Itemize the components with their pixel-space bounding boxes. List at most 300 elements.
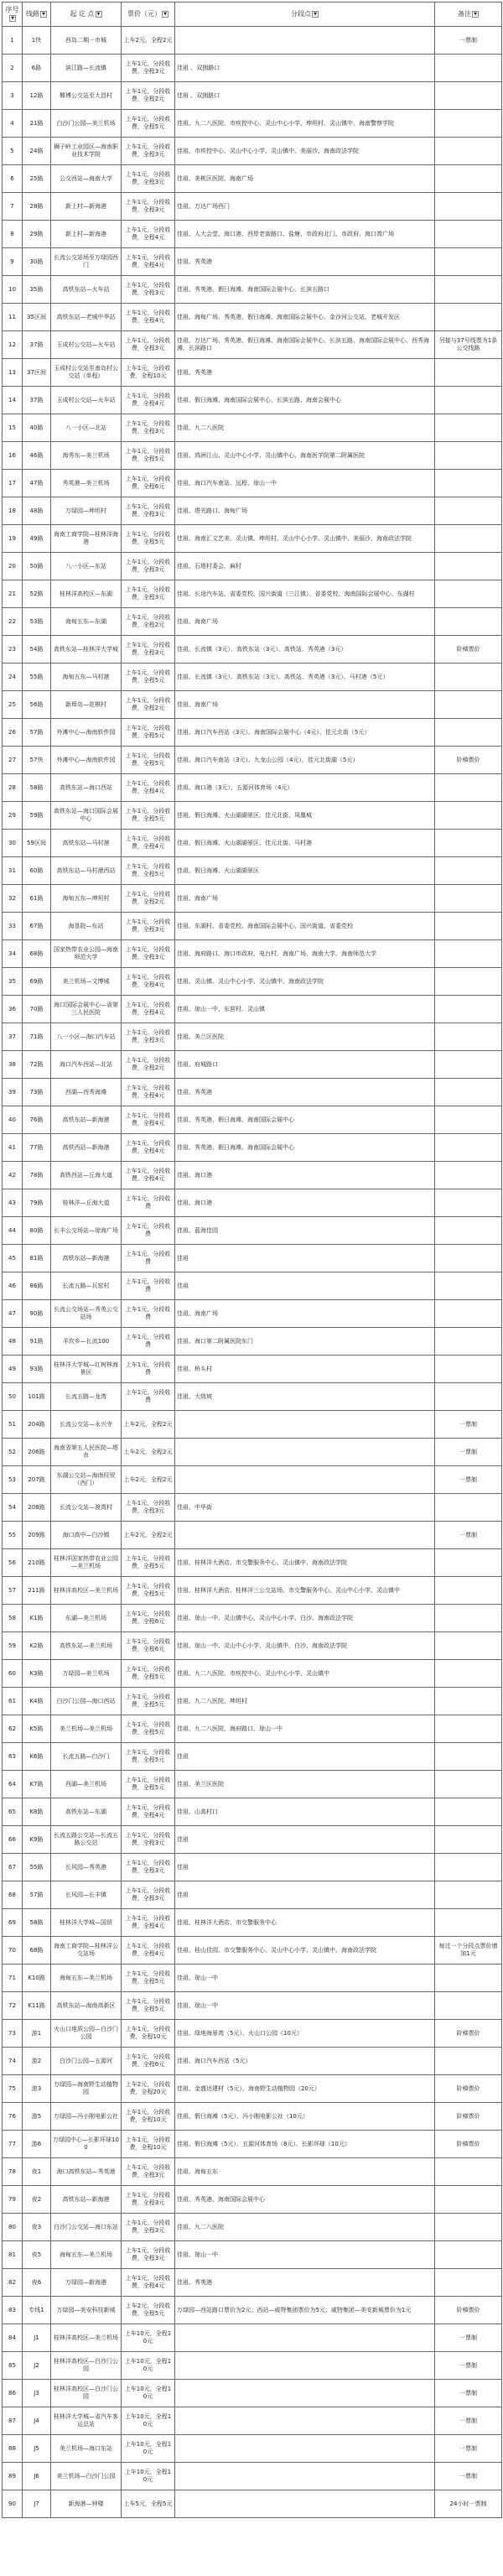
table-row <box>3 2020 502 2048</box>
cell-endpoints: 白沙门公园—美兰机场 <box>51 110 122 138</box>
cell-stops: 佳祖 <box>175 1245 435 1272</box>
cell-route: 21路 <box>23 110 51 138</box>
cell-route: 101路 <box>23 1383 51 1411</box>
table-row <box>3 165 502 193</box>
cell-seq: 37 <box>3 1023 23 1051</box>
cell-note <box>435 110 502 138</box>
cell-seq: 42 <box>3 1162 23 1189</box>
cell-stops <box>175 1466 435 1494</box>
cell-endpoints: 新海港—钟楼 <box>51 2490 122 2518</box>
cell-fare: 上车1元，分段收费，全程5元 <box>122 1743 175 1771</box>
cell-fare: 上车1元，分段收费，全程4元 <box>122 996 175 1023</box>
cell-stops: 佳祖、美兰区医院 <box>175 1771 435 1798</box>
cell-endpoints: 滨江路—长流镇 <box>51 55 122 82</box>
cell-stops: 佳祖、长途汽车站、省委党校、国兴街道（三江镇）、省委党校、海南国际会展中心、东湖村 <box>175 580 435 608</box>
cell-stops: 佳祖、九二八医院、坤坦村 <box>175 1688 435 1715</box>
cell-fare: 上车1元，分段收费，全程5元 <box>122 1660 175 1688</box>
header-stops-label: 分段点 <box>291 10 311 18</box>
cell-seq: 24 <box>3 664 23 691</box>
cell-route: J7 <box>23 2490 51 2518</box>
cell-endpoints: 美兰机场—白沙门公园 <box>51 2463 122 2490</box>
cell-note <box>435 1826 502 1854</box>
cell-note <box>435 1688 502 1715</box>
cell-stops: 佳祖、桂林洋大酒店、市交警服务中心 <box>175 1909 435 1937</box>
table-row <box>3 1798 502 1826</box>
cell-seq: 7 <box>3 193 23 221</box>
cell-stops: 佳祖、海口汽车南站、远程、琼山一中 <box>175 470 435 497</box>
cell-endpoints: 海口国际会展中心—省第三人民医院 <box>51 996 122 1023</box>
cell-fare: 上车2元，全程2元 <box>122 27 175 55</box>
cell-fare: 上车1元，分段收费，全程3元 <box>122 55 175 82</box>
cell-note <box>435 1632 502 1660</box>
cell-stops: 佳祖、秀英港、假日海滩、海南国际会展中心、长滨五路口 <box>175 276 435 304</box>
cell-note <box>435 2214 502 2241</box>
cell-note <box>435 830 502 857</box>
cell-route: 93路 <box>23 1356 51 1383</box>
cell-note <box>435 580 502 608</box>
cell-stops: 佳祖、海口港（3元）、五源河体育场（4元） <box>175 774 435 802</box>
filter-dropdown-icon[interactable]: ▼ <box>9 15 16 22</box>
cell-note: 阶梯票价 <box>435 2020 502 2048</box>
cell-stops: 佳祖、秀英港、假日海滩、海南国际会展中心 <box>175 1106 435 1134</box>
cell-endpoints: 海南省第五人民医院—塔市 <box>51 1439 122 1466</box>
cell-endpoints: 长流公交站—永兴寺 <box>51 1411 122 1439</box>
cell-seq: 87 <box>3 2407 23 2435</box>
cell-seq: 13 <box>3 359 23 387</box>
table-row <box>3 1189 502 1217</box>
cell-seq: 41 <box>3 1134 23 1162</box>
cell-seq: 50 <box>3 1383 23 1411</box>
table-row <box>3 525 502 553</box>
cell-stops: 佳祖、海南广场 <box>175 608 435 636</box>
cell-note <box>435 525 502 553</box>
cell-fare: 上车1元，分段收费，全程4元 <box>122 830 175 857</box>
cell-route: K5路 <box>23 1715 51 1743</box>
cell-stops: 佳祖、蓝海佳园 <box>175 1217 435 1245</box>
table-row <box>3 414 502 442</box>
cell-route: K3路 <box>23 1660 51 1688</box>
cell-endpoints: 高铁东站—新海港 <box>51 1245 122 1272</box>
filter-dropdown-icon[interactable]: ▼ <box>472 11 479 18</box>
cell-note <box>435 1909 502 1937</box>
cell-fare: 上车1元，分段收费，全程4元 <box>122 1937 175 1965</box>
cell-endpoints: 美兰机场—文博城 <box>51 968 122 996</box>
cell-stops: 佳祖、九二八医院、市疾控中心、灵山中心小学、灵山镇中 <box>175 1660 435 1688</box>
cell-route: K7路 <box>23 1771 51 1798</box>
filter-dropdown-icon[interactable]: ▼ <box>312 11 319 18</box>
cell-endpoints: 羊坎乡—长流100 <box>51 1328 122 1356</box>
cell-stops: 佳祖、市疾控中心、灵山中心小学、灵山镇中、美丽沙、海南政法学院 <box>175 138 435 165</box>
cell-fare: 上车1元，分段收费，全程5元 <box>122 1992 175 2020</box>
cell-fare: 上车1元，分段收费，全程3元 <box>122 1494 175 1522</box>
cell-stops: 万绿园—西站路口票价为2元；西站—威特集团票价为5元；威特集团—美安新城票价为1元 <box>175 2297 435 2324</box>
cell-stops: 佳祖、塔光路口、海甸广场 <box>175 497 435 525</box>
cell-stops: 佳祖、琼山一中、东营村、灵山镇 <box>175 996 435 1023</box>
cell-stops: 佳祖 <box>175 1854 435 1881</box>
cell-note <box>435 387 502 414</box>
cell-fare: 上车1元，分段收费 <box>122 1189 175 1217</box>
cell-stops: 佳祖 <box>175 1826 435 1854</box>
cell-note: 一票制 <box>435 2324 502 2352</box>
cell-note <box>435 1162 502 1189</box>
cell-fare: 上车1元，分段收费，全程3元 <box>122 580 175 608</box>
table-row <box>3 802 502 830</box>
cell-seq: 8 <box>3 221 23 248</box>
cell-stops: 佳祖、假日海滩（5元）、冯小刚电影公社（10元） <box>175 2103 435 2131</box>
cell-route: 91路 <box>23 1328 51 1356</box>
cell-stops: 佳祖、长流镇（3元）、高铁东站（3元）、高铁站、秀英港（3元）、马村港（5元） <box>175 664 435 691</box>
cell-seq: 70 <box>3 1937 23 1965</box>
cell-route: 55路 <box>23 664 51 691</box>
cell-endpoints: 海秀东—美兰机场 <box>51 442 122 470</box>
cell-stops: 佳祖、假日海滩、海南国际会展中心、长滨五路、海南会展中心 <box>175 387 435 414</box>
cell-endpoints: 海甸五东—马村港 <box>51 664 122 691</box>
cell-stops: 佳祖、海口港 <box>175 1162 435 1189</box>
cell-stops: 佳祖 <box>175 1272 435 1300</box>
cell-endpoints: 桂林洋大学城—红树林海景区 <box>51 1356 122 1383</box>
cell-stops: 佳祖、秀英港、假日海滩、海南国际会展中心 <box>175 1134 435 1162</box>
cell-route: 79路 <box>23 1189 51 1217</box>
cell-route: 游1 <box>23 2020 51 2048</box>
filter-dropdown-icon[interactable]: ▼ <box>40 11 47 18</box>
cell-note <box>435 1051 502 1079</box>
cell-note <box>435 996 502 1023</box>
cell-seq: 64 <box>3 1771 23 1798</box>
cell-note <box>435 1992 502 2020</box>
cell-route: J4 <box>23 2407 51 2435</box>
cell-endpoints: 狮子岭工业园区—海南职业技术学院 <box>51 138 122 165</box>
cell-seq: 44 <box>3 1217 23 1245</box>
filter-dropdown-icon[interactable]: ▼ <box>96 11 102 18</box>
header-note[interactable] <box>435 3 502 27</box>
table-row <box>3 2297 502 2324</box>
cell-seq: 53 <box>3 1466 23 1494</box>
cell-note: 一票制 <box>435 2463 502 2490</box>
cell-route: 208路 <box>23 1494 51 1522</box>
cell-route: 56路 <box>23 691 51 719</box>
cell-endpoints: 长流五路—瓦窑村 <box>51 1272 122 1300</box>
table-row <box>3 940 502 968</box>
cell-route: K9路 <box>23 1826 51 1854</box>
cell-endpoints: 海南工商学院—桂林洋海港 <box>51 525 122 553</box>
cell-endpoints: 桂林洋高校区—白沙门公园 <box>51 2352 122 2380</box>
cell-note: 每过一个分段点票价增加1元 <box>435 1937 502 1965</box>
cell-fare: 上车1元，分段收费 <box>122 1356 175 1383</box>
cell-seq: 19 <box>3 525 23 553</box>
cell-route: 53路 <box>23 608 51 636</box>
cell-fare: 上车1元，分段收费 <box>122 1328 175 1356</box>
cell-route: 81路 <box>23 1245 51 1272</box>
cell-route: 专线1 <box>23 2297 51 2324</box>
cell-route: 游5 <box>23 2103 51 2131</box>
cell-endpoints: 玉成村公交站—火车站 <box>51 331 122 359</box>
cell-note <box>435 414 502 442</box>
cell-stops <box>175 2352 435 2380</box>
table-body <box>3 27 502 2518</box>
table-row <box>3 2241 502 2269</box>
cell-seq: 25 <box>3 691 23 719</box>
cell-seq: 43 <box>3 1189 23 1217</box>
cell-fare: 上车1元，分段收费，全程2元 <box>122 1051 175 1079</box>
cell-seq: 73 <box>3 2020 23 2048</box>
header-seq[interactable] <box>3 3 23 27</box>
cell-stops: 佳祖、东湖村、省委党校、海南国际会展中心、国兴街道、省委党校 <box>175 913 435 940</box>
cell-endpoints: 万绿园中心—长影环球100 <box>51 2131 122 2158</box>
cell-stops: 佳祖、海口汽车西站（3元）、海南国际会展中心（4元）、佳元北街（5元） <box>175 719 435 747</box>
table-row <box>3 830 502 857</box>
cell-stops: 佳祖、长流镇（3元）、高铁东站（3元）、高铁站、秀英港（3元） <box>175 636 435 664</box>
cell-endpoints: 八一小区—东站 <box>51 553 122 580</box>
header-endpoints[interactable] <box>51 3 122 27</box>
cell-note <box>435 1798 502 1826</box>
filter-dropdown-icon[interactable]: ▼ <box>162 11 169 18</box>
cell-route: 71路 <box>23 1023 51 1051</box>
header-endpoints-label: 起 讫 点 <box>70 10 95 18</box>
cell-stops: 佳祖、山高村口 <box>175 1798 435 1826</box>
cell-seq: 56 <box>3 1549 23 1577</box>
cell-stops: 佳祖、灵山镇、灵山中心小学、灵山镇中、海南政法学院 <box>175 968 435 996</box>
cell-endpoints: 万绿园—海南野生动植物园 <box>51 2075 122 2103</box>
cell-seq: 77 <box>3 2131 23 2158</box>
cell-note: 一票制 <box>435 27 502 55</box>
table-row <box>3 857 502 885</box>
cell-endpoints: 白沙门公园—海口西站 <box>51 1688 122 1715</box>
cell-endpoints: 高铁东站—海口西站 <box>51 774 122 802</box>
table-row <box>3 1743 502 1771</box>
cell-endpoints: 国家热带农业公园—海南师范大学 <box>51 940 122 968</box>
cell-route: 夜2 <box>23 2186 51 2214</box>
table-row <box>3 2380 502 2407</box>
cell-seq: 47 <box>3 1300 23 1328</box>
header-row <box>3 3 502 27</box>
table-row <box>3 2435 502 2463</box>
cell-stops <box>175 1411 435 1439</box>
table-row <box>3 2324 502 2352</box>
cell-seq: 69 <box>3 1909 23 1937</box>
table-row <box>3 1079 502 1106</box>
cell-note <box>435 1605 502 1632</box>
cell-seq: 17 <box>3 470 23 497</box>
cell-stops: 佳祖、假日海滩、火山湖湖景区、佳元北街、凤凰城 <box>175 802 435 830</box>
header-route[interactable] <box>23 3 51 27</box>
cell-seq: 4 <box>3 110 23 138</box>
cell-stops: 佳祖、万达广场西门 <box>175 193 435 221</box>
table-row <box>3 2269 502 2297</box>
cell-route: 210路 <box>23 1549 51 1577</box>
cell-endpoints: 海南工商学院—桂林洋公交站场 <box>51 1937 122 1965</box>
cell-fare: 上车1元，分段收费，全程4元 <box>122 1162 175 1189</box>
cell-route: 204路 <box>23 1411 51 1439</box>
cell-endpoints: 新上村—新海港 <box>51 193 122 221</box>
cell-note <box>435 2241 502 2269</box>
cell-seq: 71 <box>3 1965 23 1992</box>
cell-note <box>435 221 502 248</box>
cell-note <box>435 1134 502 1162</box>
cell-seq: 83 <box>3 2297 23 2324</box>
cell-seq: 59 <box>3 1632 23 1660</box>
cell-stops <box>175 2490 435 2518</box>
cell-endpoints: 桂林洋大学城—省汽车客运总站 <box>51 2407 122 2435</box>
cell-route: 57路 <box>23 719 51 747</box>
cell-stops: 佳祖、石塔村委会、麻村 <box>175 553 435 580</box>
cell-fare: 上车1元，分段收费，全程10元 <box>122 2131 175 2158</box>
cell-endpoints: 玉成村公交站至南岛村公交站（单程） <box>51 359 122 387</box>
table-row <box>3 1383 502 1411</box>
cell-fare: 上车5元，全程5元 <box>122 2490 175 2518</box>
cell-seq: 31 <box>3 857 23 885</box>
cell-route: 206路 <box>23 1439 51 1466</box>
cell-fare: 上车10元，全程10元 <box>122 2435 175 2463</box>
cell-fare: 上车1元，分段收费，全程4元 <box>122 221 175 248</box>
cell-note <box>435 691 502 719</box>
cell-note <box>435 470 502 497</box>
cell-fare: 上车1元，分段收费，全程5元 <box>122 857 175 885</box>
cell-note <box>435 1079 502 1106</box>
cell-route: 68路 <box>23 1937 51 1965</box>
cell-note <box>435 1715 502 1743</box>
header-fare[interactable] <box>122 3 175 27</box>
cell-route: K8路 <box>23 1798 51 1826</box>
cell-stops: 佳祖、九二八医院、市疾控中心、灵山中心小学、坤坦村、灵山镇中、海南警察学院 <box>175 110 435 138</box>
cell-fare: 上车1元，分段收费，全程3元 <box>122 913 175 940</box>
cell-seq: 52 <box>3 1439 23 1466</box>
cell-fare: 上车1元，分段收费，全程3元 <box>122 2214 175 2241</box>
cell-endpoints: 西湖—西秀海滩 <box>51 1079 122 1106</box>
cell-seq: 26 <box>3 719 23 747</box>
cell-endpoints: 长流公交场站—秀英公交站场 <box>51 1300 122 1328</box>
table-row <box>3 1272 502 1300</box>
cell-note <box>435 55 502 82</box>
table-row <box>3 774 502 802</box>
cell-stops <box>175 2407 435 2435</box>
table-row <box>3 1245 502 1272</box>
cell-endpoints: 长丰公交场站—琼海广场 <box>51 1217 122 1245</box>
table-row <box>3 1106 502 1134</box>
cell-note <box>435 1300 502 1328</box>
cell-note <box>435 885 502 913</box>
cell-stops <box>175 27 435 55</box>
header-stops[interactable] <box>175 3 435 27</box>
cell-endpoints: 新埠岛—花棋村 <box>51 691 122 719</box>
cell-route: J6 <box>23 2463 51 2490</box>
cell-endpoints: 桂林洋高校区—美兰机场 <box>51 1577 122 1605</box>
cell-note: 阶梯票价 <box>435 2075 502 2103</box>
table-row <box>3 1965 502 1992</box>
table-row <box>3 1522 502 1549</box>
cell-note <box>435 1965 502 1992</box>
cell-note <box>435 165 502 193</box>
cell-note <box>435 1881 502 1909</box>
cell-fare: 上车1元，分段收费，全程4元 <box>122 774 175 802</box>
cell-stops: 佳祖、绿地海景湾（5元）、火山口公园（10元） <box>175 2020 435 2048</box>
cell-route: 77路 <box>23 1134 51 1162</box>
cell-fare: 上车1元，分段收费，全程3元 <box>122 1854 175 1881</box>
cell-endpoints: 高铁东站—东湖 <box>51 1798 122 1826</box>
cell-route: 57快 <box>23 747 51 774</box>
cell-note <box>435 553 502 580</box>
cell-route: 90路 <box>23 1300 51 1328</box>
cell-fare: 上车10元，全程10元 <box>122 2407 175 2435</box>
cell-fare: 上车1元，分段收费，全程6元 <box>122 1605 175 1632</box>
cell-seq: 32 <box>3 885 23 913</box>
cell-stops: 佳祖、秀英港 <box>175 359 435 387</box>
cell-route: 24路 <box>23 138 51 165</box>
cell-note: 一票制 <box>435 1522 502 1549</box>
table-row <box>3 1162 502 1189</box>
cell-note <box>435 2158 502 2186</box>
cell-note <box>435 1743 502 1771</box>
cell-route: 37路 <box>23 387 51 414</box>
table-row <box>3 359 502 387</box>
cell-seq: 12 <box>3 331 23 359</box>
cell-endpoints: 东湖公交站—海南经贸（西门） <box>51 1466 122 1494</box>
cell-fare: 上车1元，分段收费 <box>122 1383 175 1411</box>
cell-note <box>435 276 502 304</box>
cell-fare: 上车1元，分段收费 <box>122 1245 175 1272</box>
cell-fare: 上车1元，分段收费 <box>122 1272 175 1300</box>
cell-route: J1 <box>23 2324 51 2352</box>
cell-fare: 上车1元，分段收费，全程5元 <box>122 1549 175 1577</box>
cell-endpoints: 美兰机场—海口东站 <box>51 2435 122 2463</box>
table-row <box>3 1134 502 1162</box>
cell-endpoints: 海口汽车西站—北站 <box>51 1051 122 1079</box>
cell-stops: 佳祖、美桃区医院、海南广场 <box>175 165 435 193</box>
table-row <box>3 82 502 110</box>
cell-endpoints: 海垦院—东站 <box>51 913 122 940</box>
cell-route: 68路 <box>23 940 51 968</box>
cell-seq: 48 <box>3 1328 23 1356</box>
table-row <box>3 1300 502 1328</box>
cell-stops: 佳祖、鸿洲江山、灵山中心小学、灵山镇中心、海南医学院第二附属医院 <box>175 442 435 470</box>
cell-endpoints: 高铁东站—马村港 <box>51 830 122 857</box>
cell-endpoints: 八一小区—北站 <box>51 414 122 442</box>
cell-route: 夜3 <box>23 2214 51 2241</box>
cell-seq: 46 <box>3 1272 23 1300</box>
cell-endpoints: 高铁东站—新海港 <box>51 2186 122 2214</box>
table-row <box>3 1605 502 1632</box>
cell-seq: 72 <box>3 1992 23 2020</box>
cell-stops: 佳祖、秀英港 <box>175 2269 435 2297</box>
cell-fare: 上车1元，分段收费，全程3元 <box>122 2241 175 2269</box>
cell-seq: 14 <box>3 387 23 414</box>
table-row <box>3 2463 502 2490</box>
cell-fare: 上车1元，分段收费 <box>122 1300 175 1328</box>
header-seq-label: 序号 <box>5 6 19 13</box>
table-row <box>3 1051 502 1079</box>
table-row <box>3 1439 502 1466</box>
cell-stops: 佳祖、假日海滩、火山湖湖景区 <box>175 857 435 885</box>
cell-fare: 上车1元，分段收费，全程2元 <box>122 885 175 913</box>
table-row <box>3 996 502 1023</box>
cell-fare: 上车1元，分段收费，全程3元 <box>122 497 175 525</box>
cell-fare: 上车1元，分段收费，全程5元 <box>122 1688 175 1715</box>
cell-route: K2路 <box>23 1632 51 1660</box>
cell-stops: 佳祖、大致坡 <box>175 1383 435 1411</box>
cell-seq: 23 <box>3 636 23 664</box>
table-row <box>3 1881 502 1909</box>
cell-note <box>435 774 502 802</box>
cell-stops <box>175 2324 435 2352</box>
cell-fare: 上车1元，分段收费，全程2元 <box>122 608 175 636</box>
cell-endpoints: 高铁西站—新海港 <box>51 1134 122 1162</box>
cell-fare: 上车1元，分段收费，全程5元 <box>122 442 175 470</box>
cell-fare: 上车1元，分段收费，全程3元 <box>122 1881 175 1909</box>
cell-stops: 佳祖、海口汽车西站（5元） <box>175 2048 435 2075</box>
cell-seq: 57 <box>3 1577 23 1605</box>
cell-fare: 上车1元，分段收费，全程3元 <box>122 636 175 664</box>
cell-stops <box>175 2463 435 2490</box>
cell-note <box>435 248 502 276</box>
